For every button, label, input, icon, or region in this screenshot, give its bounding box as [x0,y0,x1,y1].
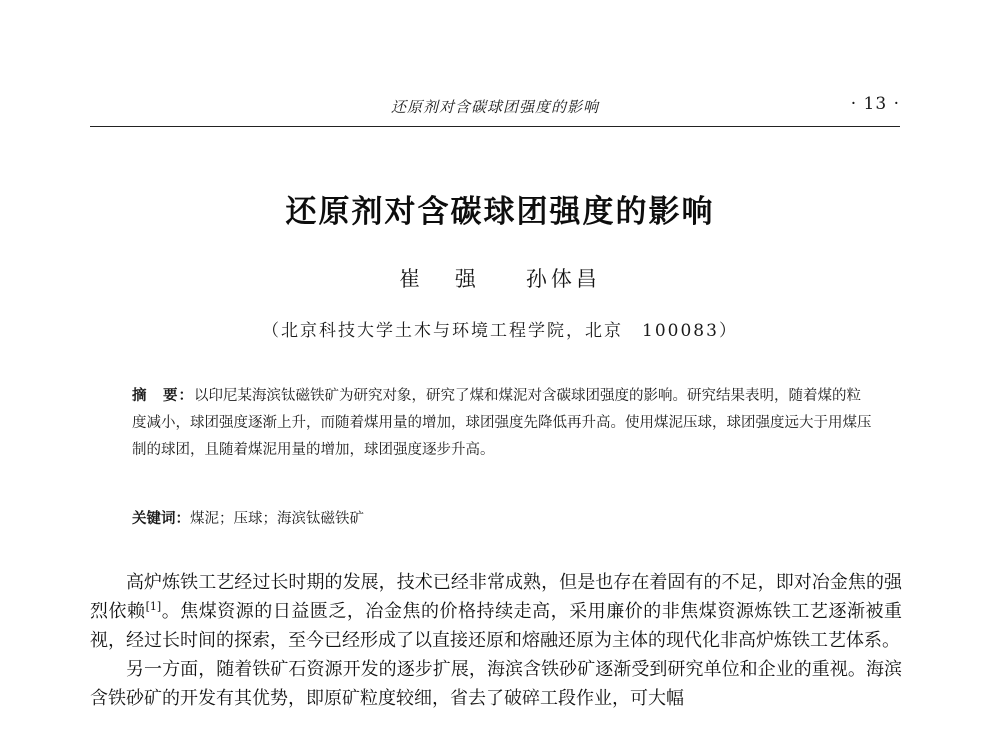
page-number: · 13 · [850,94,900,114]
abstract [132,383,872,464]
header-rule [90,126,900,127]
abstract-text: 以印尼某海滨钛磁铁矿为研究对象，研究了煤和煤泥对含碳球团强度的影响。研究结果表明，随着煤的粒度减小，球团强度逐渐上升，而随着煤用量的增加，球团强度先降低再升高。使用煤泥压球，球团强度远大于用煤压制的球团，且随着煤泥用量的增加，球团强度逐步升高。 [132,388,872,458]
keywords-label: 关键词： [132,511,190,527]
paragraph-text: 。焦煤资源的日益匮乏，冶金焦的价格持续走高，采用廉价的非焦煤资源炼铁工艺逐渐被重视，经过长时间的探索，至今已经形成了以直接还原和熔融还原为主体的现代化非高炉炼铁工艺体系。 [90,601,903,651]
abstract-label: 摘 要： [132,388,194,404]
running-title: 还原剂对含碳球团强度的影响 [390,98,599,116]
body-text [90,568,902,713]
affiliation: （北京科技大学土木与环境工程学院，北京 100083） [262,321,738,341]
keywords-text: 煤泥；压球；海滨钛磁铁矿 [190,511,364,527]
article-title: 还原剂对含碳球团强度的影响 [285,194,715,230]
body-paragraph [90,568,902,655]
citation-ref: [1] [145,600,162,613]
keywords [132,506,872,533]
body-paragraph: 另一方面，随着铁矿石资源开发的逐步扩展，海滨含铁砂矿逐渐受到研究单位和企业的重视。海滨含铁砂矿的开发有其优势，即原矿粒度较细，省去了破碎工段作业，可大幅 [90,659,902,709]
author-name: 崔 强 [399,267,490,291]
running-header [90,92,900,122]
author-name: 孙体昌 [525,267,601,291]
author-list [0,263,1000,293]
paragraph-text: 高炉炼铁工艺经过长时期的发展，技术已经非常成熟，但是也存在着固有的不足，即对冶金焦的强烈依赖 [90,572,902,622]
